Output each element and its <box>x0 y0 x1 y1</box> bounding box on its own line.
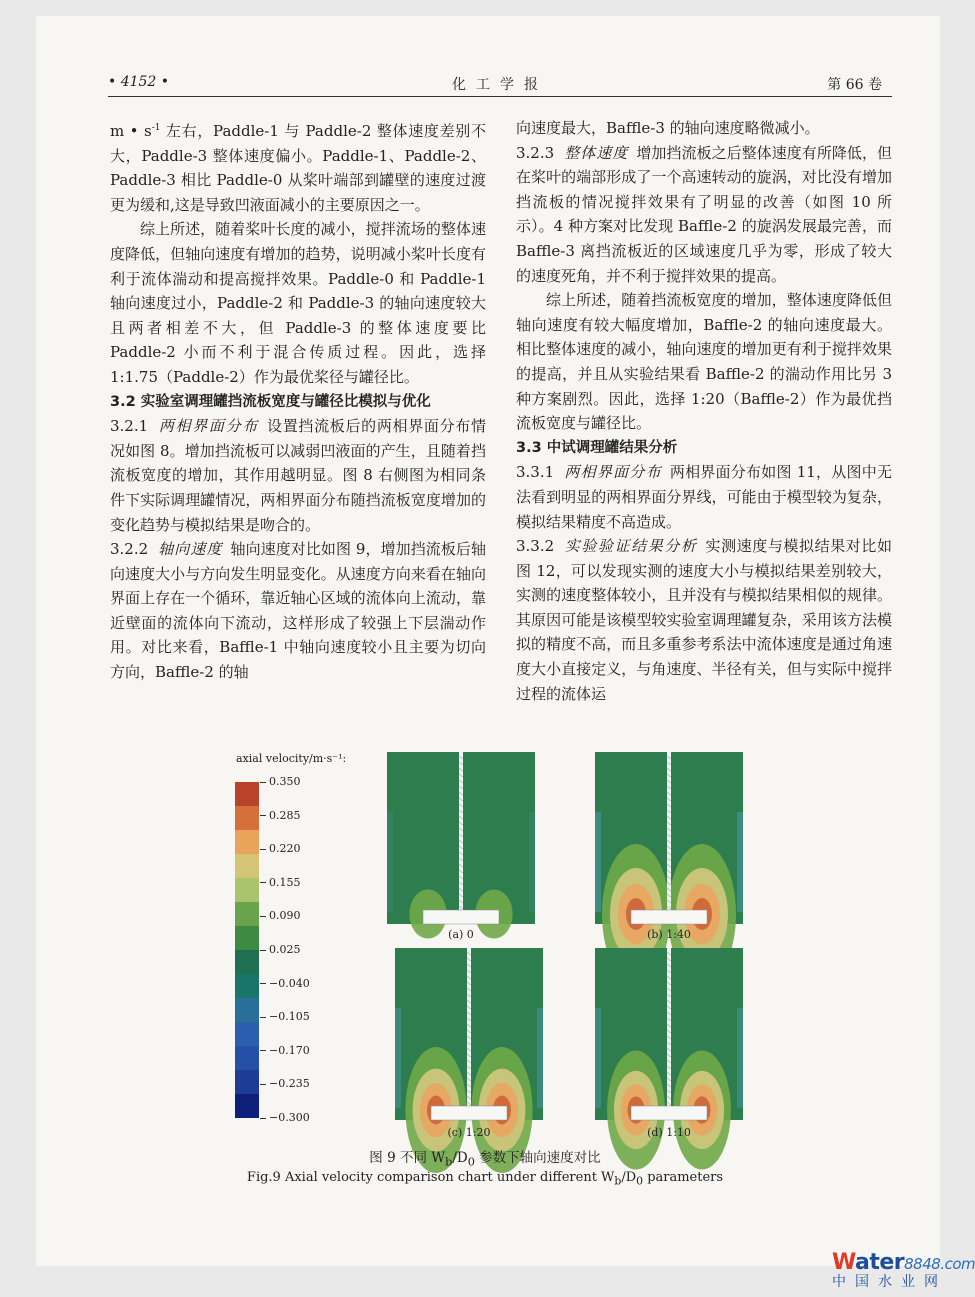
impeller-blade <box>423 910 499 924</box>
figure-caption-en: Fig.9 Axial velocity comparison chart under different $W_b/D_0$ parameters <box>246 1170 724 1188</box>
section-heading-3-3: 3.3 中试调理罐结果分析 <box>516 439 678 456</box>
right-column <box>516 116 892 706</box>
colorbar-swatch <box>235 1046 259 1070</box>
colorbar-swatch <box>235 902 259 926</box>
contour-panel-d <box>595 948 743 1120</box>
panel-label-b: (b) 1:40 <box>647 928 691 941</box>
paragraph: 综上所述，随着桨叶长度的减小，搅拌流场的整体速度降低，但轴向速度有增加的趋势，说明减小桨叶长度有利于流体湍动和提高搅拌效果。Paddle-0 和 Paddle-1 轴向速度过小，Paddle-2 和 Paddle-3 的轴向速度较大且两者相差不大，但 Paddle-3 的整体速度要比 Paddle-2 小而不利于混合传质过程。因此，选择 1:1.75（Paddle-2）作为最优桨径与罐径比。 <box>110 220 486 386</box>
colorbar-tick-label: 0.025 <box>260 943 301 956</box>
colorbar-tick-label: 0.285 <box>260 809 301 822</box>
colorbar-swatch <box>235 974 259 998</box>
colorbar-tick-label: 0.350 <box>260 775 301 788</box>
colorbar-tick-label: −0.170 <box>260 1044 310 1057</box>
paragraph: 3.2.2 轴向速度 轴向速度对比如图 9，增加挡流板后轴向速度大小与方向发生明显变化。从速度方向来看在轴向界面上存在一个循环，靠近轴心区域的流体向上流动，靠近壁面的流体向下流动，这样形成了较强上下层湍动作用。对比来看，Baffle-1 中轴向速度较小且主要为切向方向，Baffle-2 的轴 <box>110 540 486 682</box>
paragraph: 3.2.3 整体速度 增加挡流板之后整体速度有所降低，但在桨叶的端部形成了一个高速转动的旋涡，对比没有增加挡流板的情况搅拌效果有了明显的改善（如图 10 所示）。4 种方案对比发现 Baffle-2 的旋涡发展最完善，而 Baffle-3 离挡流板近的区域速度几乎为零，形成了较大的速度死角，并不利于搅拌效果的提高。 <box>516 143 892 285</box>
left-column <box>110 116 486 685</box>
colorbar <box>235 782 259 1118</box>
volume-number: 第 66 卷 <box>827 77 882 93</box>
journal-name: 化工学报 <box>452 77 548 93</box>
colorbar-tick-label: 0.090 <box>260 909 301 922</box>
subsection-title: 实验验证结果分析 <box>564 537 698 556</box>
paragraph: 3.3.2 实验验证结果分析 实测速度与模拟结果对比如图 12，可以发现实测的速度大小与模拟结果差别较大，实测的速度整体较小，且并没有与模拟结果相似的规律。其原因可能是该模型较实验室调理罐复杂，采用该方法模拟的精度不高，而且多重参考系法中流体速度是通过角速度大小直接定义，与角速度、半径有关，但与实际中搅拌过程的流体运 <box>516 537 892 703</box>
impeller-blade <box>431 1106 507 1120</box>
colorbar-swatch <box>235 926 259 950</box>
section-heading-3-2: 3.2 实验室调理罐挡流板宽度与罐径比模拟与优化 <box>110 393 431 410</box>
watermark-logo: Water8848.com 中国水业网 <box>832 1250 975 1290</box>
colorbar-swatch <box>235 806 259 830</box>
paragraph: m • $s^{-1}$ 左右，Paddle-1 与 Paddle-2 整体速度差别不大，Paddle-3 整体速度偏小。Paddle-1、Paddle-2、Paddle-3 相比 Paddle-0 从桨叶端部到罐壁的速度过渡更为缓和,这是导致凹液面减小的主要原因之一。 <box>110 122 486 214</box>
page-number: • 4152 • <box>108 74 170 90</box>
colorbar-tick-label: −0.105 <box>260 1010 310 1023</box>
paragraph: 综上所述，随着挡流板宽度的增加，整体速度降低但轴向速度有较大幅度增加，Baffle-2 的轴向速度最大。相比整体速度的减小，轴向速度的增加更有利于搅拌效果的提高，并且从实验结果看 Baffle-2 的湍动作用比另 3 种方案剧烈。因此，选择 1:20（Baffle-2）作为最优挡流板宽度与罐径比。 <box>516 291 892 433</box>
contour-plot <box>387 752 535 924</box>
impeller-blade <box>631 1106 707 1120</box>
colorbar-tick-label: −0.300 <box>260 1111 310 1124</box>
colorbar-tick-label: −0.235 <box>260 1077 310 1090</box>
colorbar-tick-label: 0.220 <box>260 842 301 855</box>
contour-plot <box>395 948 543 1120</box>
impeller-blade <box>631 910 707 924</box>
panel-label-d: (d) 1:10 <box>647 1126 691 1139</box>
colorbar-title: axial velocity/m·s⁻¹: <box>236 752 347 765</box>
subsection-title: 轴向速度 <box>158 540 223 559</box>
colorbar-tick-label: 0.155 <box>260 876 301 889</box>
running-header <box>108 74 892 97</box>
paragraph: 向速度最大，Baffle-3 的轴向速度略微减小。 <box>516 119 820 137</box>
colorbar-ticks <box>260 775 330 1124</box>
colorbar-swatch <box>235 854 259 878</box>
colorbar-swatch <box>235 1022 259 1046</box>
contour-panel-c <box>395 948 543 1120</box>
colorbar-swatch <box>235 950 259 974</box>
figure-9 <box>230 748 750 1148</box>
contour-plot <box>595 948 743 1120</box>
colorbar-swatch <box>235 878 259 902</box>
contour-panel-a <box>387 752 535 924</box>
paragraph: 3.2.1 两相界面分布 设置挡流板后的两相界面分布情况如图 8。增加挡流板可以减弱凹液面的产生，且随着挡流板宽度的增加，其作用越明显。图 8 右侧图为相同条件下实际调理罐情况，两相界面分布随挡流板宽度增加的变化趋势与模拟结果是吻合的。 <box>110 417 486 534</box>
subsection-title: 两相界面分布 <box>158 417 260 436</box>
contour-panel-b <box>595 752 743 924</box>
paragraph: 3.3.1 两相界面分布 两相界面分布如图 11，从图中无法看到明显的两相界面分界线，可能由于模型较为复杂，模拟结果精度不高造成。 <box>516 463 892 531</box>
colorbar-swatch <box>235 1070 259 1094</box>
colorbar-tick-label: −0.040 <box>260 977 310 990</box>
panel-label-a: (a) 0 <box>448 928 474 941</box>
colorbar-swatch <box>235 782 259 806</box>
contour-plot <box>595 752 743 924</box>
subsection-title: 整体速度 <box>564 143 629 162</box>
colorbar-swatch <box>235 830 259 854</box>
colorbar-swatch <box>235 998 259 1022</box>
panel-label-c: (c) 1:20 <box>447 1126 491 1139</box>
figure-caption-cn: 图 9 不同 $W_b/D_0$ 参数下轴向速度对比 <box>369 1150 601 1169</box>
colorbar-swatch <box>235 1094 259 1118</box>
subsection-title: 两相界面分布 <box>564 463 662 482</box>
